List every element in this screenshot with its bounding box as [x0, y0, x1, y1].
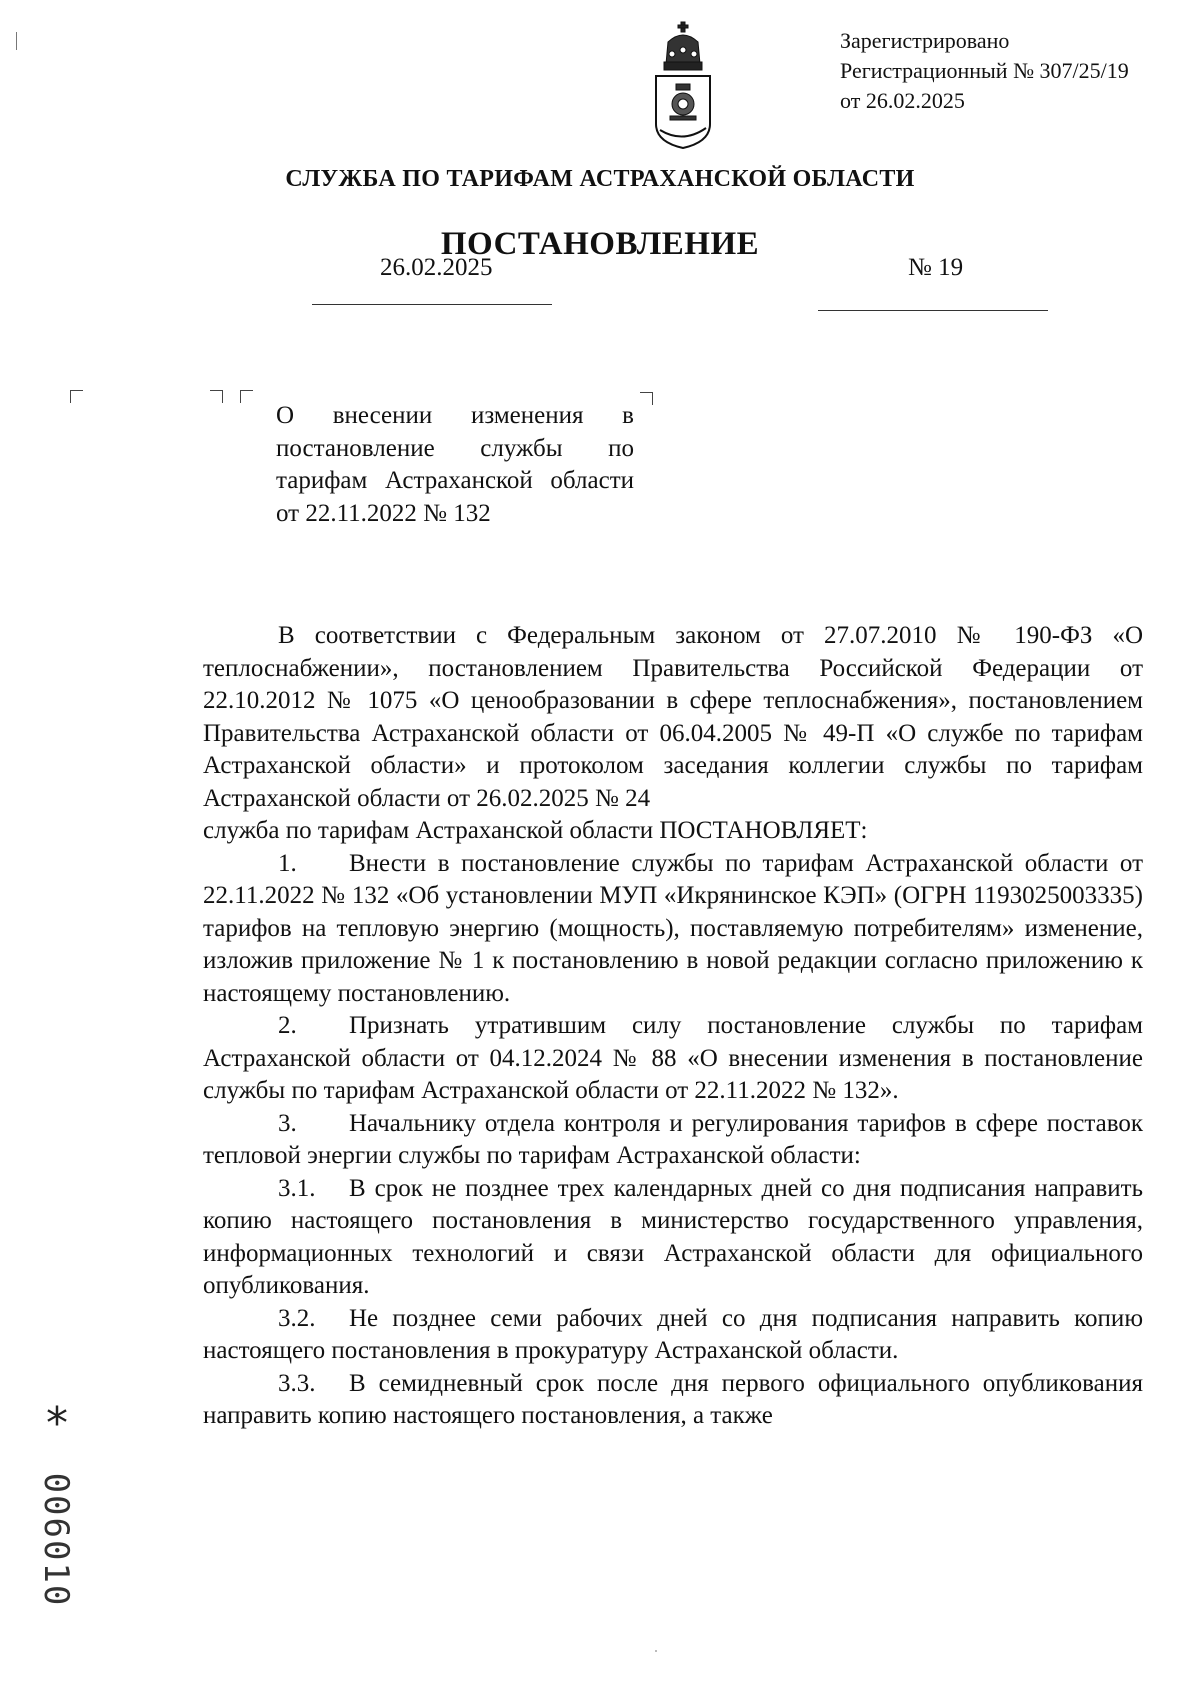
- list-item: [203, 848, 1143, 1011]
- coat-of-arms-emblem: [652, 20, 714, 152]
- item-number: 2.: [278, 1012, 297, 1039]
- corner-mark: [640, 392, 653, 405]
- item-text: В срок не позднее трех календарных дней со дня подписания направить копию настоящего постановления в министерство государственного управления, информационных технологий и связи Астраханской области для официального опубликования.: [203, 1174, 1143, 1299]
- number-underline: [818, 310, 1048, 311]
- document-type: ПОСТАНОВЛЕНИЕ: [440, 226, 760, 262]
- list-item: [203, 1010, 1143, 1108]
- list-item: [203, 1303, 1143, 1368]
- item-number: 3.1.: [278, 1174, 316, 1202]
- item-number: 3.2.: [278, 1304, 316, 1332]
- list-item: [203, 1368, 1143, 1433]
- organization-name: СЛУЖБА ПО ТАРИФАМ АСТРАХАНСКОЙ ОБЛАСТИ: [285, 166, 915, 192]
- resolves-line: служба по тарифам Астраханской области ПОСТАНОВЛЯЕТ:: [203, 817, 868, 844]
- registration-date: от 26.02.2025: [840, 88, 965, 113]
- document-number: № 19: [908, 254, 964, 281]
- list-item: [203, 1173, 1143, 1303]
- item-text: В семидневный срок после дня первого официального опубликования направить копию настоящего постановления, а также: [203, 1369, 1143, 1429]
- registration-number: Регистрационный № 307/25/19: [840, 58, 1129, 83]
- scan-mark: [16, 32, 17, 50]
- document-subject: О внесении изменения в постановление службы по тарифам Астраханской области от 22.11.2022 № 132: [276, 402, 634, 527]
- item-number: 1.: [278, 849, 297, 877]
- item-text: Не позднее семи рабочих дней со дня подписания направить копию настоящего постановления в прокуратуру Астраханской области.: [203, 1304, 1143, 1364]
- item-number: 3.3.: [278, 1369, 316, 1397]
- side-code-text: 006010: [36, 1472, 76, 1608]
- item-text: Внести в постановление службы по тарифам Астраханской области от 22.11.2022 № 132 «Об установлении МУП «Икрянинское КЭП» (ОГРН 1193025003335) тарифов на тепловую энергию (мощность), поставляемую потребителям» изменение, изложив приложение № 1 к постановлению в новой редакции согласно приложению к настоящему постановлению.: [203, 849, 1143, 1007]
- margin-star-mark: *: [46, 1398, 68, 1449]
- registration-stamp: [840, 26, 1129, 116]
- registration-label: Зарегистрировано: [840, 28, 1010, 53]
- side-code: [36, 1472, 80, 1608]
- corner-mark: [240, 390, 253, 403]
- item-text: Признать утратившим силу постановление службы по тарифам Астраханской области от 04.12.2024 № 88 «О внесении изменения в постановление службы по тарифам Астраханской области от 22.11.2022 № 132».: [203, 1012, 1143, 1104]
- scan-speck: [655, 1650, 657, 1652]
- item-number: 3.: [278, 1109, 297, 1137]
- date-underline: [312, 304, 552, 305]
- item-text: Начальнику отдела контроля и регулирования тарифов в сфере поставок тепловой энергии службы по тарифам Астраханской области:: [203, 1109, 1143, 1169]
- corner-mark: [210, 390, 223, 403]
- corner-mark: [70, 390, 83, 403]
- document-body: [203, 620, 1143, 1433]
- list-item: [203, 1108, 1143, 1173]
- document-date: 26.02.2025: [380, 254, 493, 281]
- preamble-paragraph: В соответствии с Федеральным законом от 27.07.2010 № 190-ФЗ «О теплоснабжении», постановлением Правительства Российской Федерации от 22.10.2012 № 1075 «О ценообразовании в сфере теплоснабжения», постановлением Правительства Астраханской области от 06.04.2005 № 49-П «О службе по тарифам Астраханской области» и протоколом заседания коллегии службы по тарифам Астраханской области от 26.02.2025 № 24: [203, 622, 1143, 812]
